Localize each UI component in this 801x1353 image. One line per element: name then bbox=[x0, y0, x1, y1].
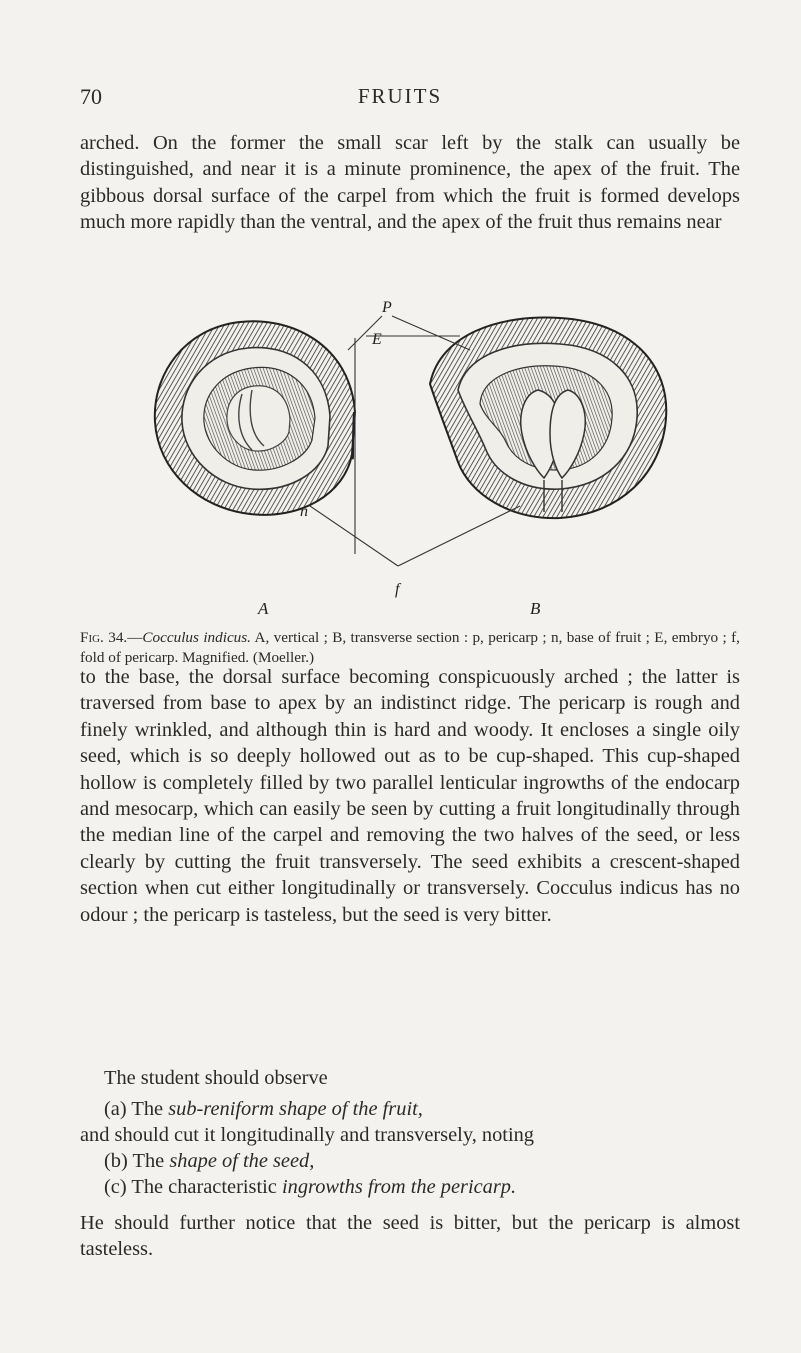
item-a-marker: (a) bbox=[104, 1098, 127, 1120]
item-b-emphasis: shape of the seed, bbox=[169, 1150, 315, 1172]
item-c-pre: The characteristic bbox=[131, 1176, 277, 1198]
figure-34 bbox=[140, 294, 680, 614]
item-b-pre: The bbox=[132, 1150, 165, 1172]
paragraph-2: to the base, the dorsal surface becoming conspicuously arched ; the latter is traversed from base to apex by an indistinct ridge. The pericarp is rough and finely wrinkled, and although thin is hard and woody. It encloses a single oily seed, which is so deeply hollowed out as to be cup-shaped. This cup-shaped hollow is completely filled by two parallel lenticular ingrowths of the endocarp and mesocarp, which can easily be seen by cutting a fruit longitudinally through the median line of the carpel and removing the two halves of the seed, or less clearly by cutting the fruit transversely. The seed exhibits a crescent-shaped section when cut either longitudinally or transversely. Cocculus indicus has no odour ; the pericarp is tasteless, but the seed is very bitter. bbox=[80, 666, 740, 926]
list-item-c bbox=[104, 1174, 516, 1200]
figure-caption bbox=[80, 628, 740, 668]
caption-dash: — bbox=[127, 629, 143, 646]
item-c-marker: (c) bbox=[104, 1176, 127, 1198]
label-e: E bbox=[372, 331, 382, 348]
figure-a-section bbox=[155, 321, 355, 515]
label-f: f bbox=[395, 581, 400, 598]
label-p: P bbox=[382, 299, 392, 316]
caption-species: Cocculus indicus. bbox=[142, 629, 251, 646]
caption-fig-number: Fig. 34. bbox=[80, 629, 128, 646]
list-item-b bbox=[104, 1148, 314, 1174]
running-head: FRUITS bbox=[357, 84, 443, 108]
item-a-continuation: and should cut it longitudinally and transversely, noting bbox=[80, 1124, 534, 1146]
item-a-pre: The bbox=[131, 1098, 164, 1120]
item-b-marker: (b) bbox=[104, 1150, 128, 1172]
list-item-a bbox=[104, 1096, 423, 1122]
cocculus-illustration bbox=[140, 294, 680, 614]
item-a-emphasis: sub-reniform shape of the fruit, bbox=[168, 1098, 423, 1120]
paragraph-1: arched. On the former the small scar left by the stalk can usually be distinguished, and near it is a minute prominence, the apex of the fruit. The gibbous dorsal surface of the carpel from which the fruit is formed develops much more rapidly than the ventral, and the apex of the fruit thus remains near bbox=[80, 132, 740, 234]
label-b: B bbox=[530, 599, 541, 614]
label-n: n bbox=[300, 503, 308, 520]
item-c-emphasis: ingrowths from the pericarp. bbox=[281, 1176, 517, 1198]
label-a: A bbox=[258, 599, 269, 614]
closing-paragraph: He should further notice that the seed is bitter, but the pericarp is almost tasteless. bbox=[80, 1212, 740, 1261]
page-number: 70 bbox=[80, 84, 102, 109]
caption-text: A, vertical ; B, transverse section : p, pericarp ; n, base of fruit ; E, embryo ; f, fold of pericarp. Magnified. (Moeller.) bbox=[80, 629, 740, 666]
page-header bbox=[80, 84, 720, 114]
observe-intro: The student should observe bbox=[104, 1067, 328, 1089]
